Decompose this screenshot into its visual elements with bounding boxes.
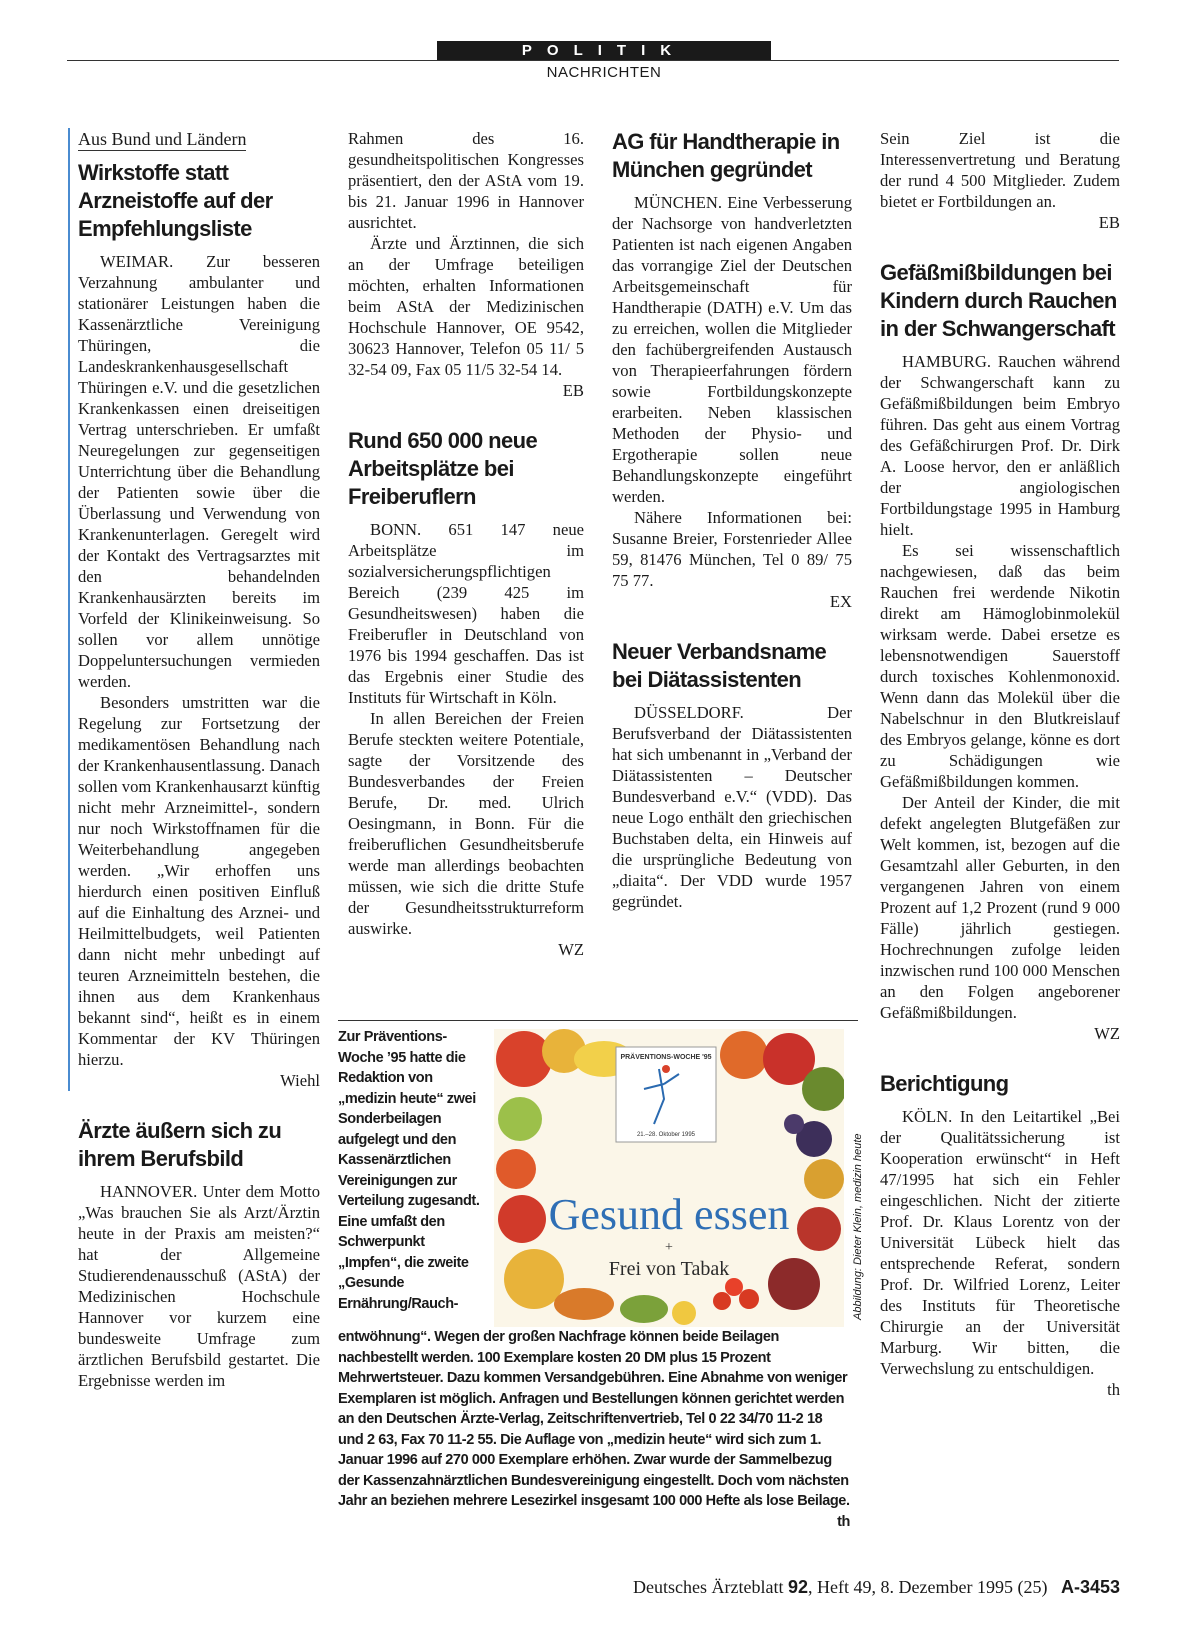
article-signature-row — [880, 1023, 1120, 1044]
poster-title: PRÄVENTIONS-WOCHE '95 — [620, 1054, 712, 1061]
kicker-block — [68, 128, 320, 1091]
article-signature: WZ — [1094, 1024, 1120, 1043]
header-rule — [67, 60, 1119, 61]
article-title-wirkstoffe: Wirkstoffe statt Arzneistoffe auf der Empfehlungsliste — [78, 160, 273, 241]
article-signature: EX — [829, 592, 852, 611]
article-paragraph: Besonders umstritten war die Regelung zur Fortsetzung der medikamentösen Behandlung nach der Krankenhausentlassung. Danach sollen vom Krankenhausarzt künftig nicht mehr Arzneimittel-, sondern nur noch Wirkstoffnamen für die Weiterbehandlung angegeben werden. „Wir erhoffen uns hierdurch einen positiven Einfluß auf die Einhaltung des Arznei- und Heilmittelbudgets, weil Patienten dann nicht mehr unbedingt auf teuren Arzneimitteln bestehen, die ihnen aus dem Krankenhaus bekannt sind“, heißt es in einem Kommentar der KV Thüringen hierzu. — [78, 693, 320, 1069]
article-paragraph: Nähere Informationen bei: Susanne Breier, Forstenrieder Allee 59, 81476 München, Tel 0 89/ 75 75 77. — [612, 508, 852, 590]
article-title-arbeitsplaetze: Rund 650 000 neue Arbeitsplätze bei Freiberuflern — [348, 428, 538, 509]
article-paragraph: KÖLN. In den Leitartikel „Bei der Qualitätssicherung ist Kooperation erwünscht“ in Heft 47/1995 hat sich ein Fehler eingeschlichen. Nicht der zitierte Prof. Dr. Klaus Lorentz von der Universität Lübeck hielt das entsprechende Referat, sondern Prof. Dr. Wilfried Lorenz, Leiter des Instituts für Theoretische Chirurgie an der Universität Marburg. Wir bitten, die Verwechslung zu entschuldigen. — [880, 1107, 1120, 1378]
article-paragraph: MÜNCHEN. Eine Verbesserung der Nachsorge von handverletzten Patienten ist nach eigenen Angaben das vorrangige Ziel der Deutschen Arbeitsgemeinschaft für Handtherapie (DATH) e.V. Um das zu erreichen, wollen die Mitglieder den fachübergreifenden Austausch von Therapieerfahrungen fördern sowie Fortbildungskonzepte erarbeiten. Neben klassischen Methoden der Physio- und Ergotherapie sollen neue Behandlungskonzepte eingeführt werden. — [612, 193, 852, 506]
box-text-bottom — [338, 1327, 850, 1532]
box-signature: th — [837, 1513, 850, 1530]
footer-volume: 92 — [787, 1577, 809, 1597]
article-signature: EB — [1098, 213, 1120, 232]
image-title: Gesund essen — [548, 1190, 790, 1239]
info-box — [338, 1020, 858, 1530]
column-4 — [880, 128, 1120, 1400]
kicker: Aus Bund und Ländern — [78, 129, 247, 149]
article-signature: EB — [562, 381, 584, 400]
article-signature-row — [78, 1070, 320, 1091]
column-3 — [612, 128, 852, 912]
article-signature-row — [880, 212, 1120, 233]
article-title-handtherapie: AG für Handtherapie in München gegründet — [612, 129, 840, 182]
article-signature-row — [880, 1379, 1120, 1400]
subsection-label: NACHRICHTEN — [546, 64, 662, 81]
image-credit: Abbildung: Dieter Klein, medizin heute — [852, 1133, 864, 1320]
box-text-bottom-body: entwöhnung“. Wegen der großen Nachfrage können beide Beilagen nachbestellt werden. 100 Exemplare kosten 20 DM plus 15 Prozent Mehrwertsteuer. Dazu kommen Versandgebühren. Eine Abnahme von weniger Exemplaren ist möglich. Anfragen und Bestellungen können gerichtet werden an den Deutschen Ärzte-Verlag, Zeitschriftenvertrieb, Tel 0 22 34/70 11-2 18 und 2 63, Fax 70 11-2 55. Die Auflage von „medizin heute“ wird sich zum 1. Januar 1996 auf 270 000 Exemplare erhöhen. Zwar wurde der Sammelbezug der Kassenzahnärztlichen Bundesvereinigung eingestellt. Doch vom nächsten Jahr an beziehen mehrere Lesezirkel insgesamt 100 000 Hefte als lose Beilage. — [338, 1329, 850, 1509]
article-title-diaetassistenten: Neuer Verbandsname bei Diätassistenten — [612, 639, 827, 692]
article-title-berichtigung: Berichtigung — [880, 1071, 1009, 1096]
poster-date: 21.–28. Oktober 1995 — [636, 1132, 696, 1138]
article-paragraph: BONN. 651 147 neue Arbeitsplätze im sozialversicherungspflichtigen Bereich (239 425 im Gesundheitswesen) haben die Freiberufler in Deutschland von 1976 bis 1994 geschaffen. Das ist das Ergebnis einer Studie des Instituts für Wirtschaft in Köln. — [348, 520, 584, 707]
article-paragraph: Der Anteil der Kinder, die mit defekt angelegten Blutgefäßen zur Welt kommen, ist, bezogen auf die Gesamtzahl aller Geburten, in den vergangenen Jahren von einem Prozent auf 1,2 Prozent (rund 9 000 Fälle) jährlich gestiegen. Hochrechnungen zufolge leiden inzwischen rund 100 000 Menschen an den Folgen angeborener Gefäßmißbildungen. — [880, 793, 1120, 1022]
box-text-left: Zur Präventions-Woche ’95 hatte die Redaktion von „medizin heute“ zwei Sonderbeilagen aufgelegt und den Kassenärztlichen Vereinigungen zur Verteilung zugesandt. Eine umfaßt den Schwerpunkt „Impfen“, die zweite „Gesunde Ernährung/Rauch- — [338, 1029, 480, 1312]
article-paragraph: HAMBURG. Rauchen während der Schwangerschaft kann zu Gefäßmißbildungen beim Embryo führen. Das geht aus einem Vortrag des Gefäßchirurgen Prof. Dr. Dirk A. Loose hervor, den er anläßlich der angiologischen Fortbildungstage 1995 in Hamburg hielt. — [880, 352, 1120, 539]
article-signature: th — [1107, 1380, 1120, 1399]
footer-journal: Deutsches Ärzteblatt — [633, 1577, 784, 1597]
article-signature-row — [348, 380, 584, 401]
image-subtitle: Frei von Tabak — [608, 1258, 730, 1280]
column-2 — [348, 128, 584, 960]
article-signature: WZ — [558, 940, 584, 959]
article-paragraph: Sein Ziel ist die Interessenvertretung und Beratung der rund 4 500 Mitglieder. Zudem bietet er Fortbildungen an. — [880, 129, 1120, 211]
article-paragraph: Es sei wissenschaftlich nachgewiesen, daß das beim Rauchen frei werdende Nikotin direkt am Hämoglobinmolekül wirksam werde. Dabei ersetze es lebensnotwendigen Sauerstoff durch toxisches Kohlenmonoxid. Wenn dann das Molekül über die Nabelschnur in den Blutkreislauf des Embryos gelange, könne es dort zu Schädigungen wie Gefäßmißbildungen kommen. — [880, 541, 1120, 791]
article-title-gefaessmissbildungen: Gefäßmißbildungen bei Kindern durch Rauchen in der Schwangerschaft — [880, 260, 1117, 341]
gesund-essen-image — [494, 1029, 844, 1327]
article-signature-row — [348, 939, 584, 960]
article-paragraph: WEIMAR. Zur besseren Verzahnung ambulanter und stationärer Leistungen haben die Kassenärztliche Vereinigung Thüringen, die Landeskrankenhausgesellschaft Thüringen e.V. und die gesetzlichen Krankenkassen einen dreiseitigen Vertrag unterschrieben. Er umfaßt Neuregelungen zur gegenseitigen Unterrichtung über die Behandlung der Patienten sowie über die Überlassung und Verwendung von Krankenunterlagen. Geregelt wird der Kontakt des Vertragsarztes mit den behandelnden Krankenhausärzten bereits im Vorfeld der Klinikeinweisung. So sollen vor allem unnötige Doppeluntersuchungen vermieden werden. — [78, 252, 320, 691]
footer-page-number: A-3453 — [1060, 1577, 1120, 1597]
article-signature: Wiehl — [280, 1071, 320, 1090]
article-title-berufsbild: Ärzte äußern sich zu ihrem Berufsbild — [78, 1118, 282, 1171]
article-paragraph: Ärzte und Ärztinnen, die sich an der Umfrage beteiligen möchten, erhalten Informationen beim AStA der Medizinischen Hochschule Hannover, OE 9542, 30623 Hannover, Telefon 05 11/ 5 32-54 09, Fax 05 11/5 32-54 14. — [348, 234, 584, 379]
article-paragraph: DÜSSELDORF. Der Berufsverband der Diätassistenten hat sich umbenannt in „Verband der Diätassistenten – Deutscher Bundesverband e.V.“ (VDD). Das neue Logo enthält den griechischen Buchstaben delta, ein Hinweis auf die ursprüngliche Bedeutung von „diaita“. Der VDD wurde 1957 gegründet. — [612, 703, 852, 911]
article-paragraph: In allen Bereichen der Freien Berufe steckten weitere Potentiale, sagte der Vorsitzende des Bundesverbandes der Freien Berufe, Dr. med. Ulrich Oesingmann, in Bonn. Für die freiberuflichen Gesundheitsberufe werde man allerdings beobachten müssen, wie sich die dritte Stufe der Gesundheitsstrukturreform auswirke. — [348, 709, 584, 938]
fruit-frame-illustration — [494, 1029, 844, 1327]
article-signature-row — [612, 591, 852, 612]
image-plus: + — [665, 1240, 673, 1255]
article-paragraph: HANNOVER. Unter dem Motto „Was brauchen Sie als Arzt/Ärztin heute in der Praxis am meisten?“ hat der Allgemeine Studierendenausschuß (AStA) der Medizinischen Hochschule Hannover vor kurzem eine bundesweite Umfrage zum ärztlichen Berufsbild gestartet. Die Ergebnisse werden im — [78, 1182, 320, 1390]
article-paragraph: Rahmen des 16. gesundheitspolitischen Kongresses präsentiert, den der AStA vom 19. bis 21. Januar 1996 in Hannover ausrichtet. — [348, 129, 584, 232]
section-label: POLITIK — [437, 41, 771, 60]
page-footer — [560, 1577, 1120, 1598]
footer-issue: , Heft 49, 8. Dezember 1995 (25) — [808, 1577, 1048, 1597]
column-1 — [78, 128, 320, 1391]
